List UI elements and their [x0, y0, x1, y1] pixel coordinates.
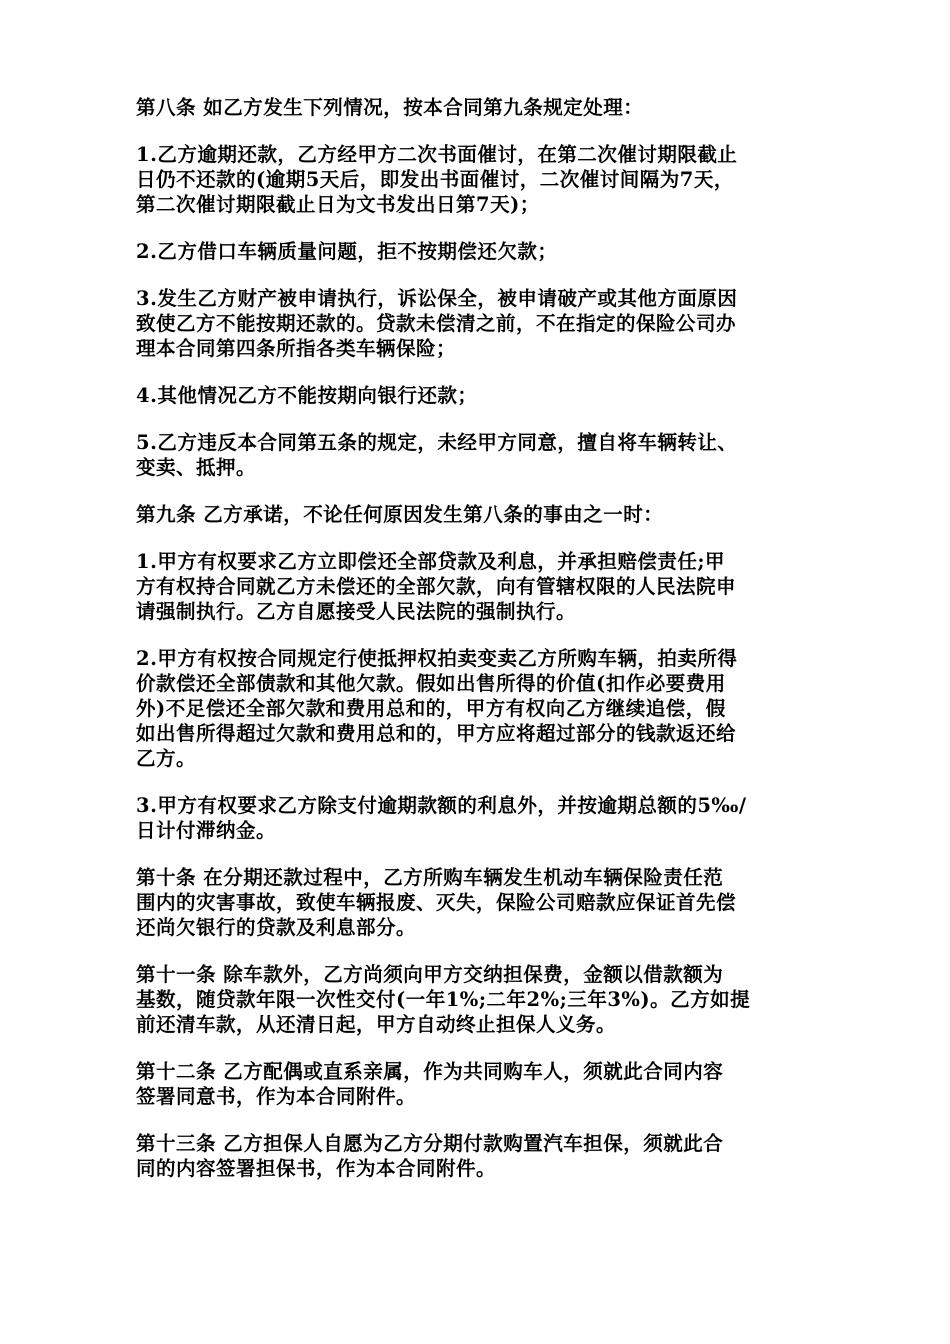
article-8-item-2: 2.乙方借口车辆质量问题，拒不按期偿还欠款；	[136, 240, 558, 263]
article-10: 第十条 在分期还款过程中，乙方所购车辆发生机动车辆保险责任范 围内的灾害事故，致使车辆报废、灭失，保险公司赔款应保证首先偿 还尚欠银行的贷款及利息部分。	[136, 866, 737, 939]
article-11: 第十一条 除车款外，乙方尚须向甲方交纳担保费，金额以借款额为 基数，随贷款年限一次性交付(一年1%;二年2%;三年3%)。乙方如提 前还清车款，从还清日起，甲方自动终止担保人义务。	[136, 963, 751, 1036]
article-8-heading: 第八条 如乙方发生下列情况，按本合同第九条规定处理：	[136, 96, 644, 119]
article-13: 第十三条 乙方担保人自愿为乙方分期付款购置汽车担保，须就此合 同的内容签署担保书，作为本合同附件。	[136, 1132, 724, 1180]
article-9-heading: 第九条 乙方承诺，不论任何原因发生第八条的事由之一时：	[136, 503, 664, 526]
article-8-item-3: 3.发生乙方财产被申请执行，诉讼保全，被申请破产或其他方面原因 致使乙方不能按期还款的。贷款未偿清之前，不在指定的保险公司办 理本合同第四条所指各类车辆保险；	[136, 287, 738, 360]
article-9-item-1: 1.甲方有权要求乙方立即偿还全部贷款及利息，并承担赔偿责任;甲 方有权持合同就乙方未偿还的全部欠款，向有管辖权限的人民法院申 请强制执行。乙方自愿接受人民法院的强制执行。	[136, 550, 737, 623]
article-9-item-3: 3.甲方有权要求乙方除支付逾期款额的利息外，并按逾期总额的5‰/ 日计付滞纳金。	[136, 794, 747, 842]
article-8-item-4: 4.其他情况乙方不能按期向银行还款；	[136, 384, 478, 407]
document-body	[136, 95, 816, 1203]
article-8-item-1: 1.乙方逾期还款，乙方经甲方二次书面催讨，在第二次催讨期限截止 日仍不还款的(逾期5天后，即发出书面催讨，二次催讨间隔为7天， 第二次催讨期限截止日为文书发出日第7天)；	[136, 143, 738, 216]
article-8-item-5: 5.乙方违反本合同第五条的规定，未经甲方同意，擅自将车辆转让、 变卖、抵押。	[136, 431, 738, 479]
article-12: 第十二条 乙方配偶或直系亲属，作为共同购车人，须就此合同内容 签署同意书，作为本合同附件。	[136, 1060, 724, 1108]
article-9-item-2: 2.甲方有权按合同规定行使抵押权拍卖变卖乙方所购车辆，拍卖所得 价款偿还全部债款和其他欠款。假如出售所得的价值(扣作必要费用 外)不足偿还全部欠款和费用总和的，甲方有权向乙方继续追偿，假 如出售所得超过欠款和费用总和的，甲方应将超过部分的钱款返还给 乙方。	[136, 647, 738, 770]
